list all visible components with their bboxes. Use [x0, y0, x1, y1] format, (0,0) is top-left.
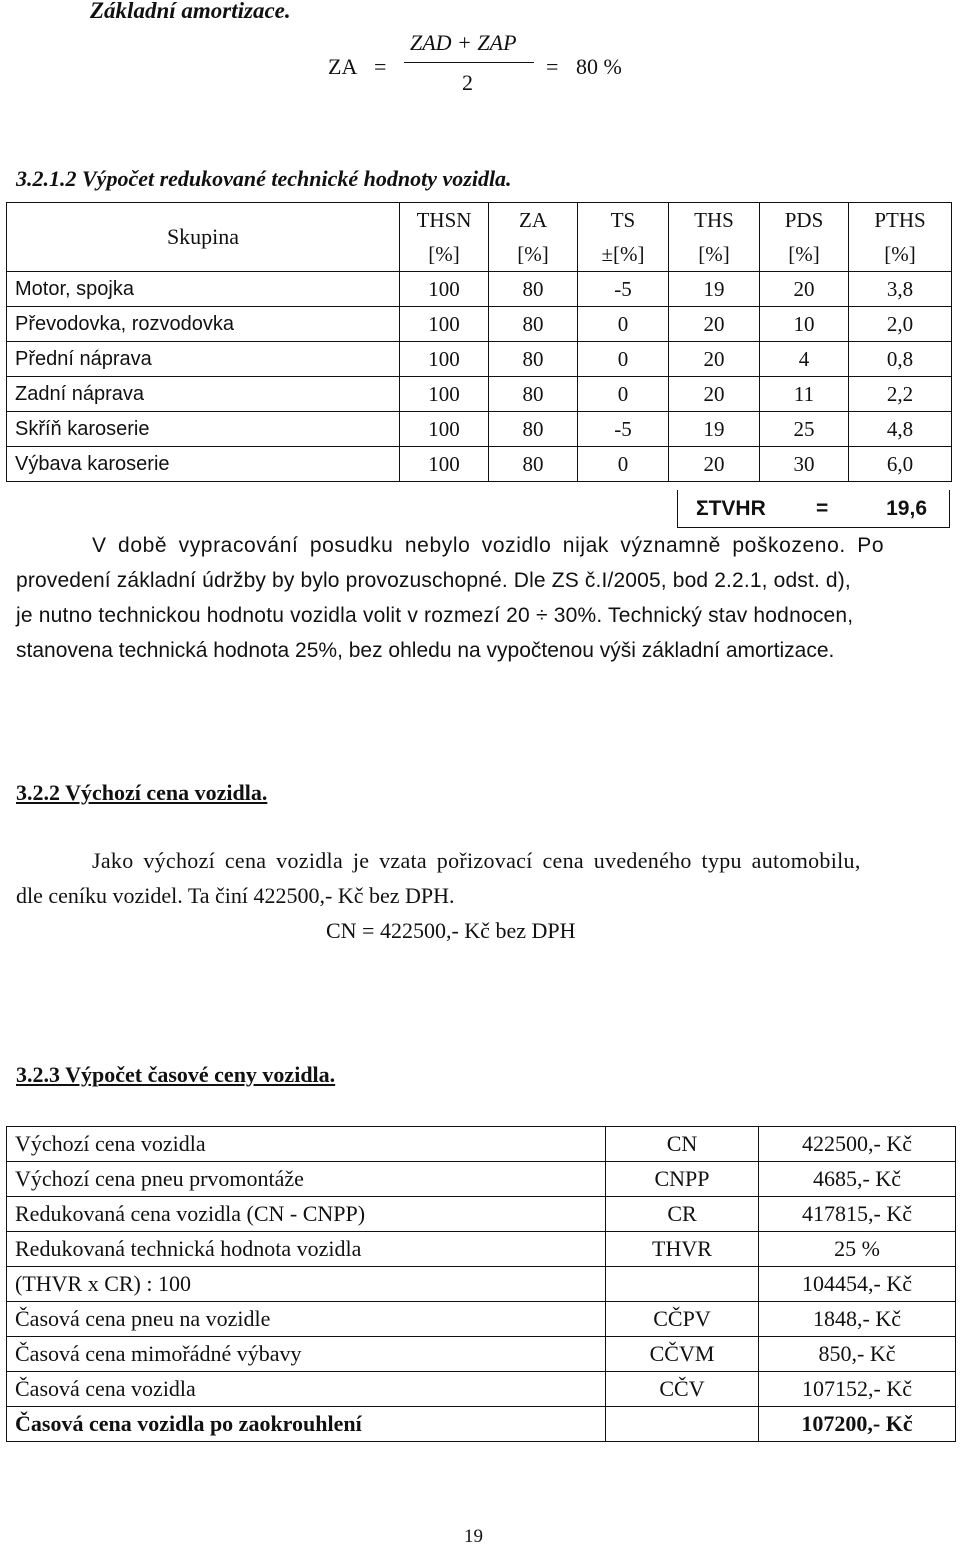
sum-label: ΣTVHR — [696, 497, 766, 520]
table-row-total — [7, 1407, 956, 1442]
sum-eq: = — [816, 497, 829, 520]
paragraph1-line2: provedení základní údržby by bylo provozuschopné. Dle ZS č.I/2005, bod 2.2.1, odst. d), — [16, 569, 851, 592]
paragraph1-line3: je nutno technickou hodnotu vozidla volit v rozmezí 20 ÷ 30%. Technický stav hodnocen, — [16, 604, 854, 627]
formula-eq2: = — [546, 54, 559, 79]
table-row — [7, 377, 952, 412]
cell: 80 — [489, 272, 578, 307]
row-symbol: CNPP — [606, 1162, 759, 1197]
cell: 4,8 — [849, 412, 952, 447]
row-value: 107152,- Kč — [759, 1372, 956, 1407]
table-row — [7, 1162, 956, 1197]
table-row — [7, 1337, 956, 1372]
row-label: Výchozí cena vozidla — [7, 1127, 606, 1162]
row-symbol: CČV — [606, 1372, 759, 1407]
row-symbol: CN — [606, 1127, 759, 1162]
cell: 6,0 — [849, 447, 952, 482]
cell: 20 — [669, 307, 760, 342]
cell: 100 — [400, 272, 489, 307]
cell: 0 — [578, 307, 669, 342]
cell: 20 — [760, 272, 849, 307]
unit-thsn: [%] — [400, 237, 489, 272]
cell: 0 — [578, 377, 669, 412]
formula-result: 80 % — [576, 54, 622, 79]
cell: 80 — [489, 307, 578, 342]
row-label: Motor, spojka — [7, 272, 400, 307]
cell: 100 — [400, 342, 489, 377]
cell: 10 — [760, 307, 849, 342]
row-label: Redukovaná technická hodnota vozidla — [7, 1232, 606, 1267]
row-symbol: CR — [606, 1197, 759, 1232]
cell: -5 — [578, 272, 669, 307]
header-ths: THS — [669, 203, 760, 238]
unit-pths: [%] — [849, 237, 952, 272]
row-label: Časová cena mimořádné výbavy — [7, 1337, 606, 1372]
row-label: Časová cena vozidla — [7, 1372, 606, 1407]
section-3212-title: 3.2.1.2 Výpočet redukované technické hodnoty vozidla. — [16, 166, 512, 191]
table-row — [7, 412, 952, 447]
unit-pds: [%] — [760, 237, 849, 272]
header-skupina: Skupina — [7, 203, 400, 272]
table-row — [7, 1302, 956, 1337]
row-label: Výbava karoserie — [7, 447, 400, 482]
header-pths: PTHS — [849, 203, 952, 238]
table-row — [7, 1267, 956, 1302]
cell: 100 — [400, 377, 489, 412]
cell: 2,2 — [849, 377, 952, 412]
row-symbol — [606, 1407, 759, 1442]
cell: 80 — [489, 412, 578, 447]
section-322-line2: dle ceníku vozidel. Ta činí 422500,- Kč bez DPH. — [16, 883, 455, 908]
unit-ths: [%] — [669, 237, 760, 272]
row-value: 1848,- Kč — [759, 1302, 956, 1337]
cell: 11 — [760, 377, 849, 412]
cell: 80 — [489, 342, 578, 377]
unit-za: [%] — [489, 237, 578, 272]
page-number: 19 — [464, 1526, 483, 1547]
formula-numerator: ZAD + ZAP — [410, 30, 517, 55]
table-row — [7, 1232, 956, 1267]
row-label: Převodovka, rozvodovka — [7, 307, 400, 342]
paragraph1-line4: stanovena technická hodnota 25%, bez ohledu na vypočtenou výši základní amortizace. — [16, 639, 835, 662]
row-label: (THVR x CR) : 100 — [7, 1267, 606, 1302]
cell: 80 — [489, 447, 578, 482]
table-row — [7, 1372, 956, 1407]
sum-value: 19,6 — [886, 497, 927, 520]
cell: 80 — [489, 377, 578, 412]
unit-ts: ±[%] — [578, 237, 669, 272]
cell: 0,8 — [849, 342, 952, 377]
paragraph1-line1: V době vypracování posudku nebylo vozidlo nijak významně poškozeno. Po — [92, 534, 885, 557]
table-row — [7, 1197, 956, 1232]
cell: 30 — [760, 447, 849, 482]
cell: 19 — [669, 412, 760, 447]
row-value: 422500,- Kč — [759, 1127, 956, 1162]
cell: -5 — [578, 412, 669, 447]
row-value: 4685,- Kč — [759, 1162, 956, 1197]
table-row — [7, 272, 952, 307]
header-thsn: THSN — [400, 203, 489, 238]
formula-lhs: ZA — [328, 54, 358, 79]
row-value: 850,- Kč — [759, 1337, 956, 1372]
cell: 20 — [669, 447, 760, 482]
row-label: Časová cena vozidla po zaokrouhlení — [7, 1407, 606, 1442]
cell: 20 — [669, 377, 760, 412]
section-322-line1: Jako výchozí cena vozidla je vzata pořizovací cena uvedeného typu automobilu, — [92, 848, 861, 873]
header-za: ZA — [489, 203, 578, 238]
table-row — [7, 307, 952, 342]
cell: 19 — [669, 272, 760, 307]
row-value: 417815,- Kč — [759, 1197, 956, 1232]
row-symbol — [606, 1267, 759, 1302]
header-pds: PDS — [760, 203, 849, 238]
cell: 3,8 — [849, 272, 952, 307]
table-row — [7, 1127, 956, 1162]
table-row — [7, 342, 952, 377]
table-header-row — [7, 203, 952, 238]
row-value: 104454,- Kč — [759, 1267, 956, 1302]
row-value: 107200,- Kč — [759, 1407, 956, 1442]
cell: 100 — [400, 447, 489, 482]
row-symbol: CČVM — [606, 1337, 759, 1372]
row-label: Přední náprava — [7, 342, 400, 377]
cell: 20 — [669, 342, 760, 377]
section-322-title: 3.2.2 Výchozí cena vozidla. — [16, 780, 268, 805]
formula-eq1: = — [374, 54, 387, 79]
row-label: Redukovaná cena vozidla (CN - CNPP) — [7, 1197, 606, 1232]
sum-box — [677, 490, 950, 528]
row-label: Zadní náprava — [7, 377, 400, 412]
header-ts: TS — [578, 203, 669, 238]
cn-line: CN = 422500,- Kč bez DPH — [326, 918, 576, 943]
cell: 4 — [760, 342, 849, 377]
redukovana-hodnota-table — [6, 202, 952, 482]
cell: 2,0 — [849, 307, 952, 342]
row-symbol: THVR — [606, 1232, 759, 1267]
fraction-line — [404, 62, 534, 63]
formula-denominator: 2 — [462, 70, 473, 95]
section-323-title: 3.2.3 Výpočet časové ceny vozidla. — [16, 1062, 336, 1087]
row-label: Časová cena pneu na vozidle — [7, 1302, 606, 1337]
row-label: Výchozí cena pneu prvomontáže — [7, 1162, 606, 1197]
casova-cena-table — [6, 1126, 956, 1442]
row-value: 25 % — [759, 1232, 956, 1267]
row-symbol: CČPV — [606, 1302, 759, 1337]
cell: 25 — [760, 412, 849, 447]
cell: 0 — [578, 342, 669, 377]
zakladni-amortizace-heading: Základní amortizace. — [90, 0, 291, 23]
row-label: Skříň karoserie — [7, 412, 400, 447]
table-row — [7, 447, 952, 482]
cell: 0 — [578, 447, 669, 482]
cell: 100 — [400, 307, 489, 342]
cell: 100 — [400, 412, 489, 447]
